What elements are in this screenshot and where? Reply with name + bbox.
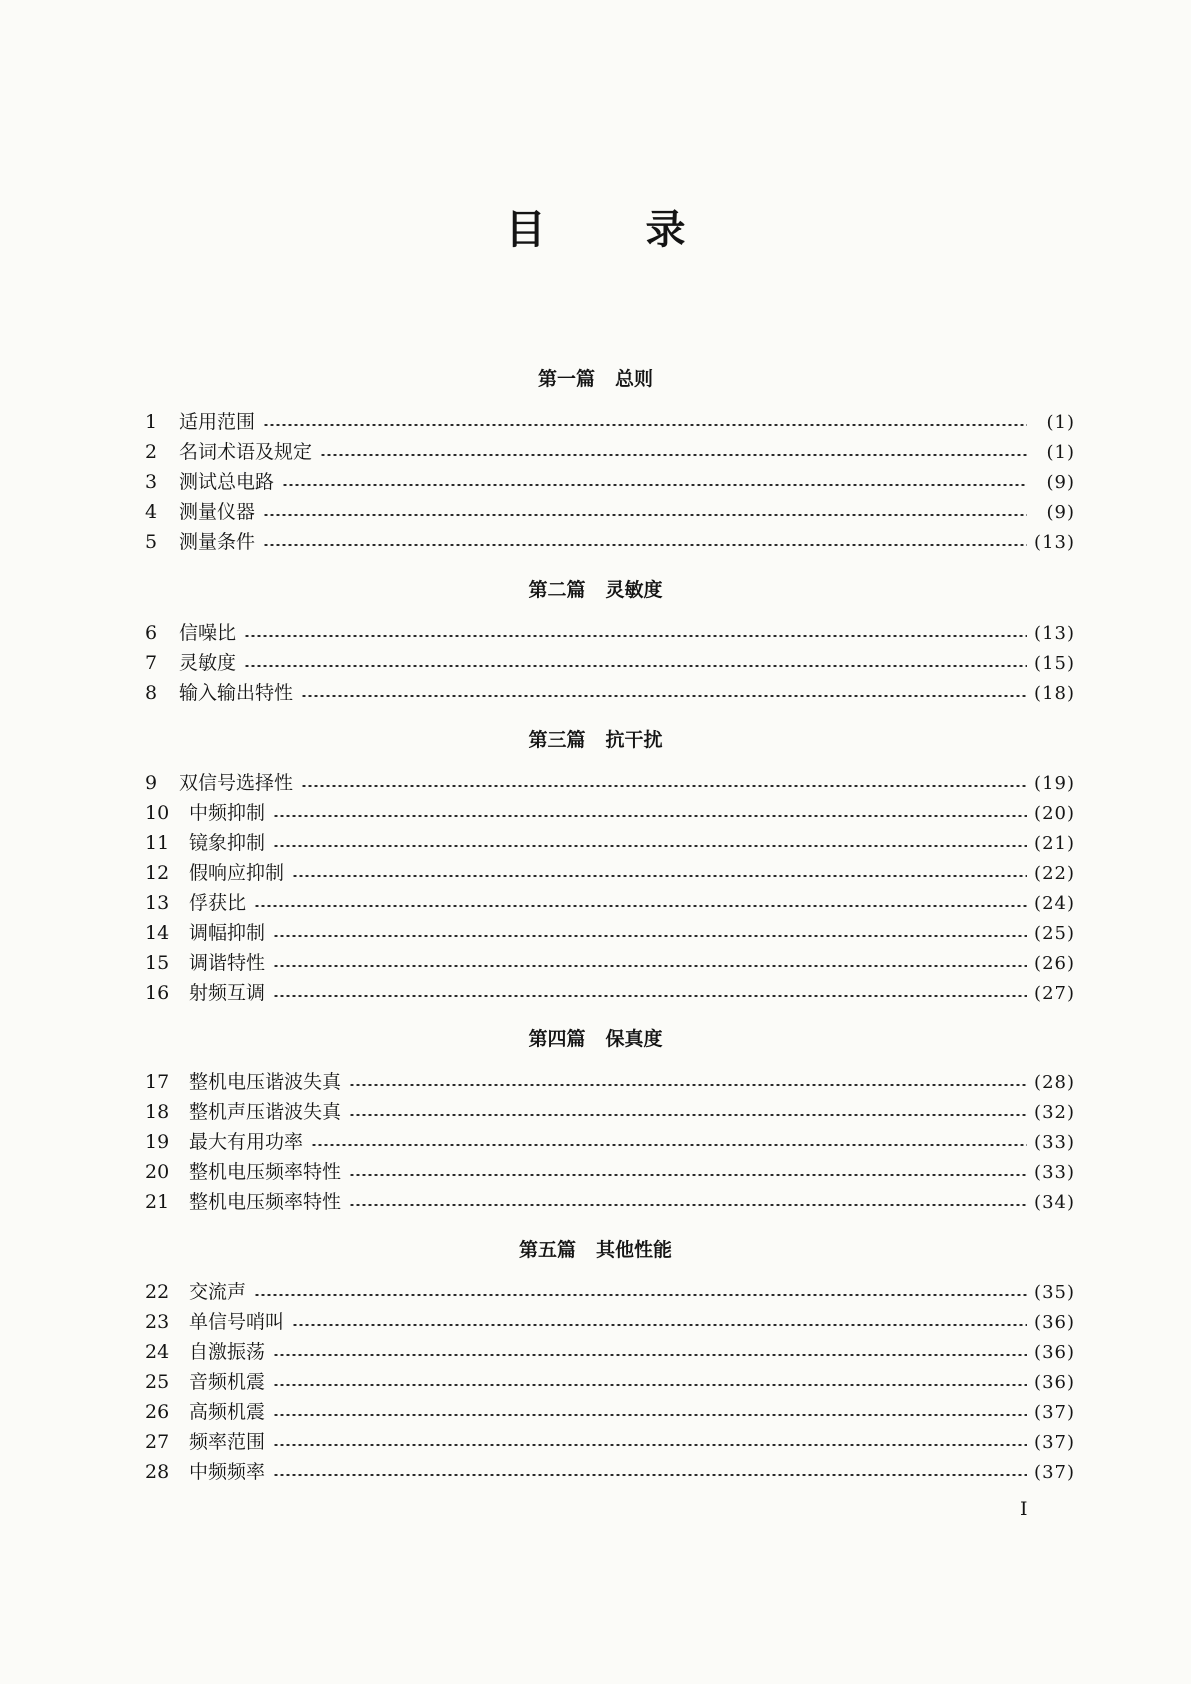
entry-label: 俘获比 (189, 892, 247, 914)
entry-number: 9 (145, 772, 158, 794)
entry-number: 22 (145, 1281, 170, 1303)
entry-label: 测试总电路 (179, 471, 275, 493)
entry-label: 整机电压频率特性 (189, 1161, 342, 1183)
toc-entry[interactable] (145, 1157, 1075, 1187)
dot-leader (292, 1324, 1027, 1326)
toc-entry[interactable] (145, 828, 1075, 858)
toc-entry[interactable] (145, 1127, 1075, 1157)
part-number: 第四篇 (528, 1028, 586, 1050)
entry-page: (1) (1046, 412, 1075, 433)
entry-number: 28 (145, 1461, 170, 1483)
part-number: 第五篇 (518, 1239, 576, 1261)
entry-label: 灵敏度 (179, 652, 237, 674)
toc-entry[interactable] (145, 527, 1075, 557)
toc-entry[interactable] (145, 768, 1075, 798)
entry-number: 3 (145, 471, 158, 493)
part-heading (0, 1024, 1191, 1051)
entry-number: 19 (145, 1131, 170, 1153)
toc-entry[interactable] (145, 918, 1075, 948)
entry-number: 17 (145, 1071, 170, 1093)
entry-label: 射频互调 (189, 982, 266, 1004)
part-number: 第二篇 (528, 579, 586, 601)
toc-entry[interactable] (145, 978, 1075, 1008)
entry-number: 27 (145, 1431, 170, 1453)
entry-label: 名词术语及规定 (179, 441, 313, 463)
toc-entry[interactable] (145, 1277, 1075, 1307)
entry-label: 调幅抑制 (189, 922, 266, 944)
entry-page: (33) (1034, 1132, 1075, 1153)
part-subject: 其他性能 (596, 1239, 673, 1261)
entry-label: 整机电压谐波失真 (189, 1071, 342, 1093)
entry-page: (26) (1034, 953, 1075, 974)
entry-label: 单信号哨叫 (189, 1311, 285, 1333)
entry-number: 23 (145, 1311, 170, 1333)
dot-leader (273, 995, 1027, 997)
dot-leader (273, 1384, 1027, 1386)
toc-entry[interactable] (145, 497, 1075, 527)
entry-label: 输入输出特性 (179, 682, 294, 704)
entry-number: 12 (145, 862, 170, 884)
entry-number: 11 (145, 832, 170, 854)
entry-page: (18) (1034, 683, 1075, 704)
entry-page: (20) (1034, 803, 1075, 824)
entry-label: 中频抑制 (189, 802, 266, 824)
entry-page: (37) (1034, 1462, 1075, 1483)
toc-entry[interactable] (145, 407, 1075, 437)
dot-leader (349, 1204, 1027, 1206)
part-subject: 抗干扰 (605, 729, 663, 751)
entry-number: 7 (145, 652, 158, 674)
toc-entry[interactable] (145, 467, 1075, 497)
dot-leader (301, 695, 1027, 697)
toc-entry[interactable] (145, 1427, 1075, 1457)
toc-entry[interactable] (145, 948, 1075, 978)
dot-leader (273, 1414, 1027, 1416)
entry-page: (13) (1034, 623, 1075, 644)
entry-label: 镜象抑制 (189, 832, 266, 854)
toc-entry[interactable] (145, 648, 1075, 678)
entry-page: (28) (1034, 1072, 1075, 1093)
entry-label: 双信号选择性 (179, 772, 294, 794)
entry-number: 25 (145, 1371, 170, 1393)
entry-label: 信噪比 (179, 622, 237, 644)
entry-label: 频率范围 (189, 1431, 266, 1453)
toc-entry[interactable] (145, 888, 1075, 918)
entry-number: 5 (145, 531, 158, 553)
entry-page: (27) (1034, 983, 1075, 1004)
toc-entry[interactable] (145, 1367, 1075, 1397)
entry-page: (13) (1034, 532, 1075, 553)
entry-page: (9) (1046, 502, 1075, 523)
entry-label: 音频机震 (189, 1371, 266, 1393)
entry-label: 调谐特性 (189, 952, 266, 974)
page-number: I (1020, 1498, 1028, 1520)
dot-leader (273, 935, 1027, 937)
entry-label: 最大有用功率 (189, 1131, 304, 1153)
entry-page: (9) (1046, 472, 1075, 493)
dot-leader (320, 454, 1027, 456)
dot-leader (292, 875, 1027, 877)
entry-number: 8 (145, 682, 158, 704)
entry-number: 18 (145, 1101, 170, 1123)
entry-number: 1 (145, 411, 158, 433)
entry-number: 16 (145, 982, 170, 1004)
entry-number: 4 (145, 501, 158, 523)
entry-number: 10 (145, 802, 170, 824)
entry-label: 适用范围 (179, 411, 256, 433)
part-number: 第一篇 (537, 368, 595, 390)
entry-page: (1) (1046, 442, 1075, 463)
dot-leader (273, 1444, 1027, 1446)
part-subject: 灵敏度 (605, 579, 663, 601)
dot-leader (273, 845, 1027, 847)
entry-page: (35) (1034, 1282, 1075, 1303)
part-subject: 保真度 (605, 1028, 663, 1050)
entry-page: (37) (1034, 1402, 1075, 1423)
toc-entry[interactable] (145, 618, 1075, 648)
dot-leader (263, 514, 1027, 516)
entry-label: 测量条件 (179, 531, 256, 553)
entry-page: (37) (1034, 1432, 1075, 1453)
dot-leader (263, 544, 1027, 546)
entry-page: (36) (1034, 1342, 1075, 1363)
toc-entry[interactable] (145, 798, 1075, 828)
part-heading (0, 1235, 1191, 1262)
entry-label: 整机电压频率特性 (189, 1191, 342, 1213)
entry-page: (15) (1034, 653, 1075, 674)
entry-page: (25) (1034, 923, 1075, 944)
entry-number: 13 (145, 892, 170, 914)
entry-number: 24 (145, 1341, 170, 1363)
toc-entry[interactable] (145, 1097, 1075, 1127)
toc-entry[interactable] (145, 1337, 1075, 1367)
entry-label: 假响应抑制 (189, 862, 285, 884)
dot-leader (311, 1144, 1027, 1146)
entry-label: 测量仪器 (179, 501, 256, 523)
entry-number: 20 (145, 1161, 170, 1183)
dot-leader (263, 424, 1027, 426)
entry-page: (19) (1034, 773, 1075, 794)
dot-leader (244, 635, 1027, 637)
toc-entry[interactable] (145, 1187, 1075, 1217)
toc-entry[interactable] (145, 1397, 1075, 1427)
entry-number: 6 (145, 622, 158, 644)
entry-number: 26 (145, 1401, 170, 1423)
entry-label: 自激振荡 (189, 1341, 266, 1363)
part-subject: 总则 (615, 368, 654, 390)
entry-label: 交流声 (189, 1281, 247, 1303)
dot-leader (244, 665, 1027, 667)
dot-leader (273, 965, 1027, 967)
toc-entry[interactable] (145, 1457, 1075, 1487)
dot-leader (273, 1354, 1027, 1356)
dot-leader (349, 1114, 1027, 1116)
entry-page: (33) (1034, 1162, 1075, 1183)
toc-entry[interactable] (145, 858, 1075, 888)
toc-entry[interactable] (145, 437, 1075, 467)
entry-page: (22) (1034, 863, 1075, 884)
entry-label: 高频机震 (189, 1401, 266, 1423)
entry-number: 2 (145, 441, 158, 463)
entry-number: 21 (145, 1191, 170, 1213)
dot-leader (273, 815, 1027, 817)
toc-entry[interactable] (145, 1067, 1075, 1097)
part-number: 第三篇 (528, 729, 586, 751)
dot-leader (254, 1294, 1027, 1296)
part-heading (0, 364, 1191, 391)
entry-page: (36) (1034, 1372, 1075, 1393)
dot-leader (282, 484, 1027, 486)
toc-entry[interactable] (145, 678, 1075, 708)
dot-leader (349, 1174, 1027, 1176)
page-title: 目录 (505, 206, 786, 253)
entry-number: 15 (145, 952, 170, 974)
entry-page: (32) (1034, 1102, 1075, 1123)
part-heading (0, 725, 1191, 752)
entry-page: (34) (1034, 1192, 1075, 1213)
dot-leader (349, 1084, 1027, 1086)
entry-page: (24) (1034, 893, 1075, 914)
toc-entry[interactable] (145, 1307, 1075, 1337)
entry-label: 中频频率 (189, 1461, 266, 1483)
dot-leader (273, 1474, 1027, 1476)
entry-page: (21) (1034, 833, 1075, 854)
dot-leader (301, 785, 1027, 787)
part-heading (0, 575, 1191, 602)
dot-leader (254, 905, 1027, 907)
entry-number: 14 (145, 922, 170, 944)
entry-page: (36) (1034, 1312, 1075, 1333)
entry-label: 整机声压谐波失真 (189, 1101, 342, 1123)
